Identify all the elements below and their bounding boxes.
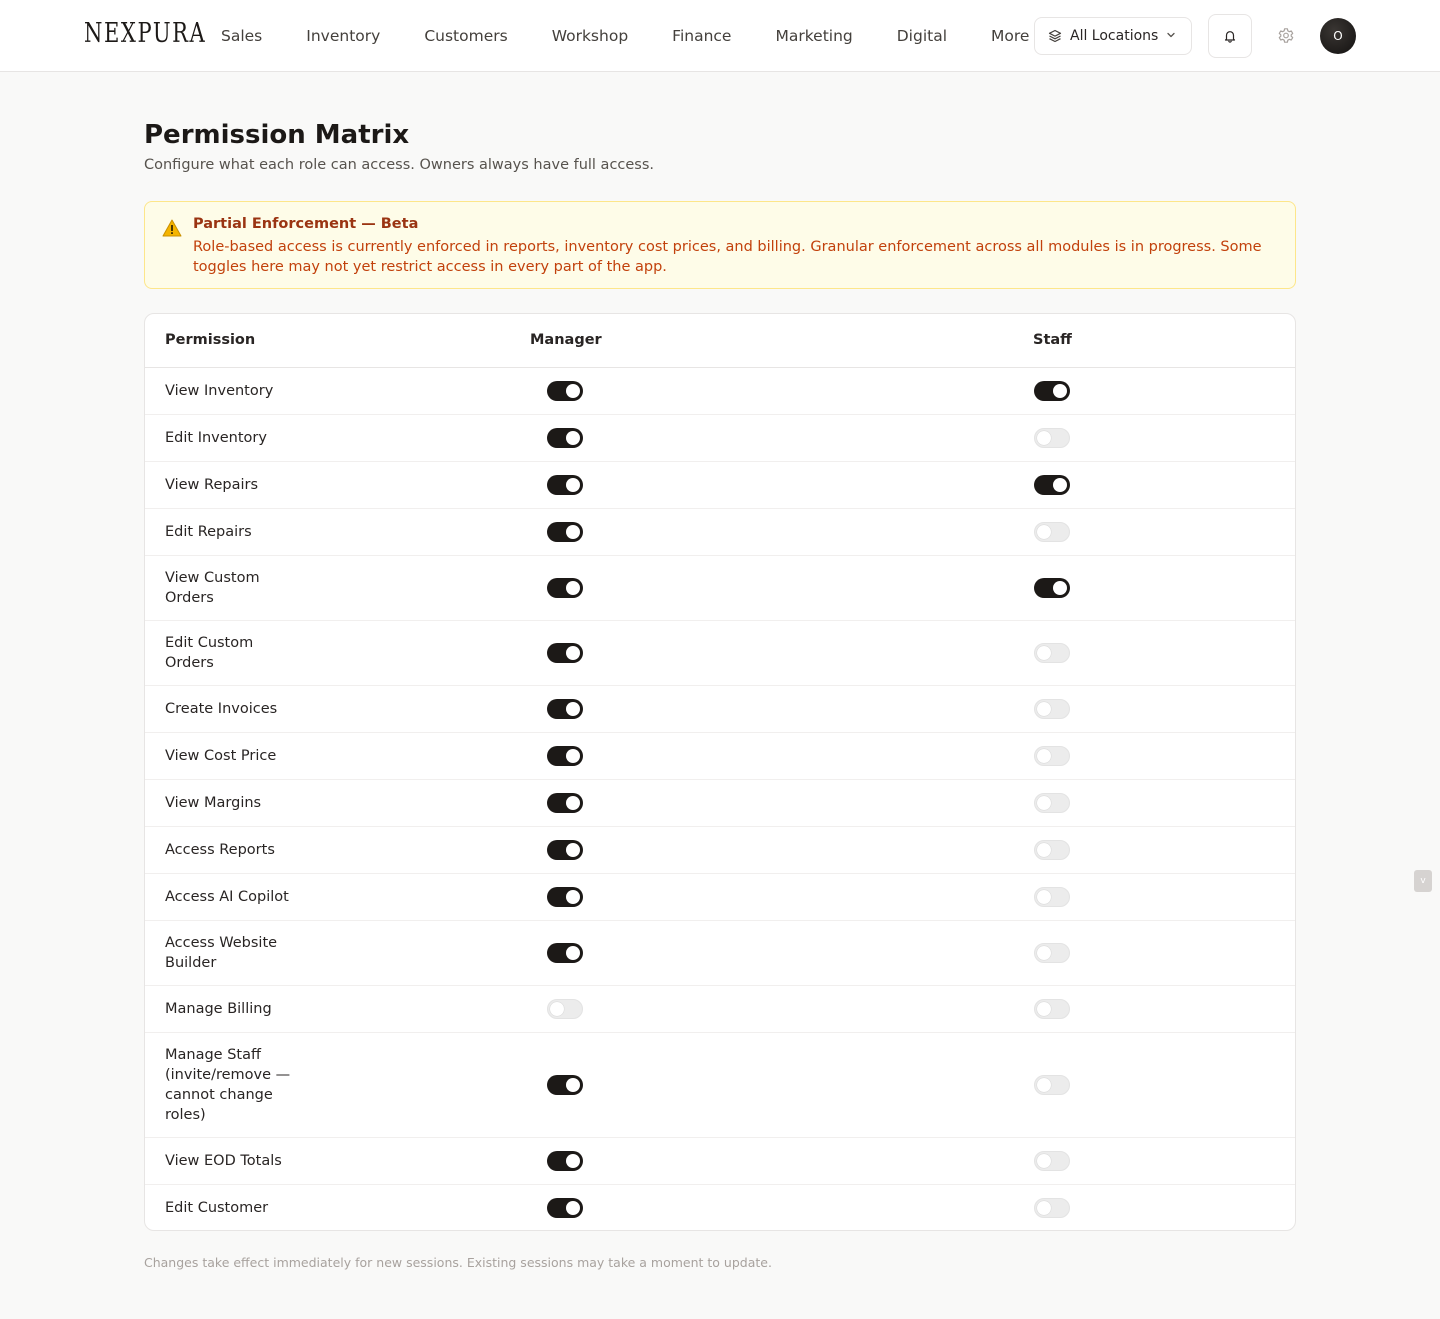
- manager-toggle[interactable]: [547, 943, 583, 963]
- page-subtitle: Configure what each role can access. Owners always have full access.: [144, 157, 655, 173]
- permission-label: View Cost Price: [165, 748, 277, 764]
- layers-icon: [1048, 29, 1062, 43]
- permission-label: View EOD Totals: [165, 1153, 282, 1169]
- staff-toggle[interactable]: [1034, 887, 1070, 907]
- location-selector[interactable]: [1034, 17, 1192, 55]
- toggle-knob: [1037, 1154, 1051, 1168]
- permission-label: Edit Inventory: [165, 430, 267, 446]
- table-row: [145, 368, 1295, 415]
- side-panel-handle[interactable]: v: [1414, 870, 1432, 892]
- toggle-knob: [566, 702, 580, 716]
- toggle-knob: [1037, 946, 1051, 960]
- toggle-knob: [566, 843, 580, 857]
- nav-item-inventory[interactable]: Inventory: [306, 27, 381, 45]
- manager-toggle[interactable]: [547, 887, 583, 907]
- manager-toggle[interactable]: [547, 522, 583, 542]
- permission-label: Manage Billing: [165, 1001, 272, 1017]
- table-row: [145, 686, 1295, 733]
- table-row: [145, 1033, 1295, 1138]
- table-row: [145, 621, 1295, 686]
- column-header-manager: Manager: [530, 332, 602, 348]
- permission-label: View Repairs: [165, 477, 258, 493]
- warning-text: Role-based access is currently enforced in reports, inventory cost prices, and billing. Granular enforcement across all modules is in progress. Some toggles here may not yet restrict access in every part of the app.: [193, 239, 1262, 275]
- table-body: [145, 368, 1295, 1231]
- toggle-knob: [566, 646, 580, 660]
- permission-label: View Custom Orders: [165, 570, 260, 606]
- manager-toggle[interactable]: [547, 428, 583, 448]
- table-row: [145, 556, 1295, 621]
- nav-item-marketing[interactable]: Marketing: [775, 27, 853, 45]
- table-row: [145, 1185, 1295, 1231]
- manager-toggle[interactable]: [547, 475, 583, 495]
- toggle-knob: [566, 384, 580, 398]
- nav-item-finance[interactable]: Finance: [672, 27, 732, 45]
- top-navigation-bar: [0, 0, 1440, 72]
- table-row: [145, 733, 1295, 780]
- toggle-knob: [566, 946, 580, 960]
- page-title: Permission Matrix: [144, 120, 410, 150]
- settings-button[interactable]: [1274, 24, 1298, 48]
- column-header-staff: Staff: [1033, 332, 1072, 348]
- manager-toggle[interactable]: [547, 1075, 583, 1095]
- toggle-knob: [566, 1201, 580, 1215]
- gear-icon: [1277, 27, 1295, 45]
- app-logo[interactable]: NEXPURA: [84, 18, 207, 49]
- table-row: [145, 827, 1295, 874]
- staff-toggle[interactable]: [1034, 428, 1070, 448]
- nav-item-more[interactable]: More: [991, 27, 1030, 45]
- beta-warning-banner: [144, 201, 1296, 289]
- table-row: [145, 1138, 1295, 1185]
- manager-toggle[interactable]: [547, 643, 583, 663]
- toggle-knob: [566, 581, 580, 595]
- toggle-knob: [566, 796, 580, 810]
- toggle-knob: [1037, 749, 1051, 763]
- permission-label: Edit Repairs: [165, 524, 252, 540]
- permission-label: Access Website Builder: [165, 935, 278, 971]
- toggle-knob: [1037, 702, 1051, 716]
- permission-table: [144, 313, 1296, 1231]
- toggle-knob: [566, 431, 580, 445]
- user-avatar[interactable]: O: [1320, 18, 1356, 54]
- toggle-knob: [566, 478, 580, 492]
- manager-toggle[interactable]: [547, 578, 583, 598]
- warning-title: Partial Enforcement — Beta: [193, 216, 419, 232]
- permission-label: Edit Custom Orders: [165, 635, 254, 671]
- toggle-knob: [566, 1078, 580, 1092]
- toggle-knob: [1037, 843, 1051, 857]
- notifications-button[interactable]: [1208, 14, 1252, 58]
- table-row: [145, 415, 1295, 462]
- toggle-knob: [566, 525, 580, 539]
- manager-toggle[interactable]: [547, 746, 583, 766]
- permission-label: Create Invoices: [165, 701, 278, 717]
- permission-label: Manage Staff (invite/remove — cannot change roles): [165, 1047, 291, 1123]
- staff-toggle[interactable]: [1034, 522, 1070, 542]
- nav-item-sales[interactable]: Sales: [221, 27, 263, 45]
- staff-toggle[interactable]: [1034, 643, 1070, 663]
- nav-item-workshop[interactable]: Workshop: [551, 27, 629, 45]
- toggle-knob: [1037, 1201, 1051, 1215]
- manager-toggle[interactable]: [547, 381, 583, 401]
- staff-toggle[interactable]: [1034, 943, 1070, 963]
- toggle-knob: [1037, 646, 1051, 660]
- staff-toggle[interactable]: [1034, 381, 1070, 401]
- staff-toggle[interactable]: [1034, 475, 1070, 495]
- toggle-knob: [1037, 1002, 1051, 1016]
- toggle-knob: [1037, 525, 1051, 539]
- permission-label: Edit Customer: [165, 1200, 269, 1216]
- staff-toggle[interactable]: [1034, 1151, 1070, 1171]
- toggle-knob: [1037, 431, 1051, 445]
- toggle-knob: [1053, 581, 1067, 595]
- toggle-knob: [550, 1002, 564, 1016]
- warning-icon: [162, 219, 182, 237]
- staff-toggle[interactable]: [1034, 578, 1070, 598]
- permission-label: View Inventory: [165, 383, 274, 399]
- main-nav: [221, 25, 1073, 47]
- manager-toggle[interactable]: [547, 840, 583, 860]
- nav-item-customers[interactable]: Customers: [424, 27, 508, 45]
- manager-toggle[interactable]: [547, 1198, 583, 1218]
- permission-label: Access AI Copilot: [165, 889, 289, 905]
- toggle-knob: [1037, 1078, 1051, 1092]
- column-header-permission: Permission: [165, 332, 256, 348]
- permission-label: View Margins: [165, 795, 262, 811]
- chevron-down-icon: [1165, 29, 1177, 41]
- staff-toggle[interactable]: [1034, 1198, 1070, 1218]
- toggle-knob: [1037, 890, 1051, 904]
- manager-toggle[interactable]: [547, 699, 583, 719]
- permission-label: Access Reports: [165, 842, 275, 858]
- staff-toggle[interactable]: [1034, 699, 1070, 719]
- toggle-knob: [1053, 478, 1067, 492]
- table-row: [145, 462, 1295, 509]
- table-row: [145, 874, 1295, 921]
- table-header: [145, 314, 1295, 368]
- table-row: [145, 509, 1295, 556]
- nav-item-digital[interactable]: Digital: [896, 27, 948, 45]
- table-row: [145, 780, 1295, 827]
- staff-toggle[interactable]: [1034, 746, 1070, 766]
- bell-icon: [1223, 29, 1237, 43]
- staff-toggle[interactable]: [1034, 999, 1070, 1019]
- table-row: [145, 921, 1295, 986]
- toggle-knob: [566, 890, 580, 904]
- footnote: Changes take effect immediately for new sessions. Existing sessions may take a moment to update.: [144, 1255, 772, 1270]
- toggle-knob: [1053, 384, 1067, 398]
- staff-toggle[interactable]: [1034, 793, 1070, 813]
- location-label: All Locations: [1070, 28, 1159, 44]
- toggle-knob: [1037, 796, 1051, 810]
- manager-toggle[interactable]: [547, 1151, 583, 1171]
- staff-toggle[interactable]: [1034, 840, 1070, 860]
- toggle-knob: [566, 1154, 580, 1168]
- manager-toggle[interactable]: [547, 793, 583, 813]
- table-row: [145, 986, 1295, 1033]
- manager-toggle[interactable]: [547, 999, 583, 1019]
- toggle-knob: [566, 749, 580, 763]
- staff-toggle[interactable]: [1034, 1075, 1070, 1095]
